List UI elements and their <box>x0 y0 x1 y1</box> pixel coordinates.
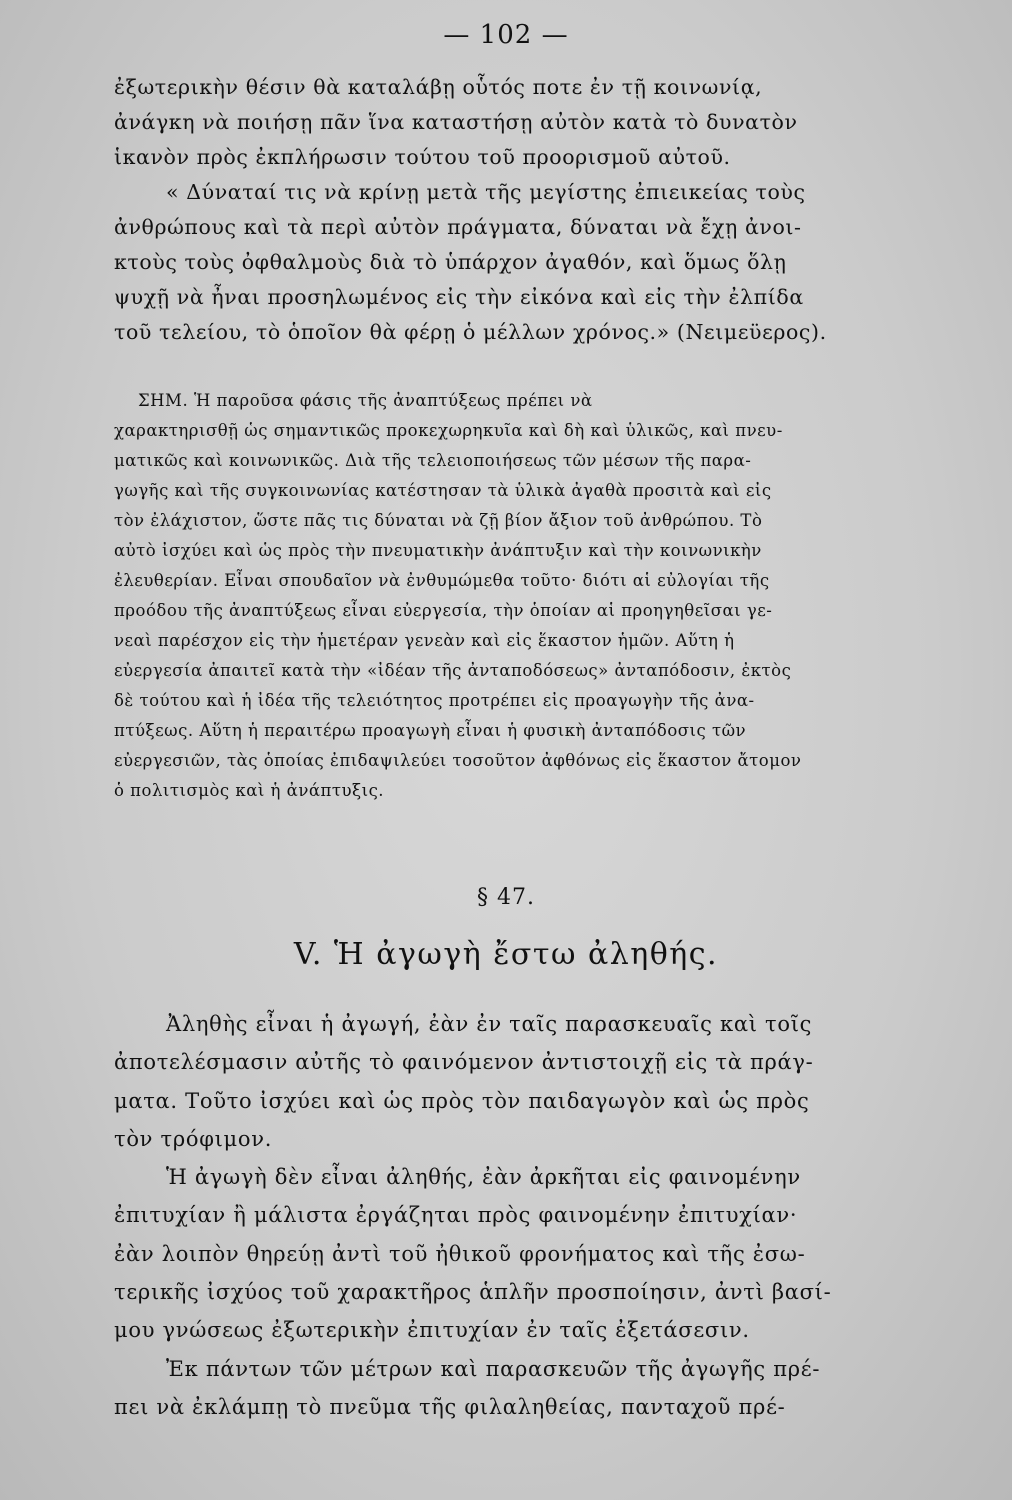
note-line: πτύξεως. Αὕτη ἡ περαιτέρω προαγωγὴ εἶναι ἡ φυσικὴ ἀνταπόδοσις τῶν <box>114 721 747 740</box>
note-line: χαρακτηρισθῇ ὡς σημαντικῶς προκεχωρηκυῖα καὶ δὴ καὶ ὑλικῶς, καὶ πνευ- <box>114 421 783 440</box>
text-line: τοῦ τελείου, τὸ ὁποῖον θὰ φέρῃ ὁ μέλλων χρόνος.» (Νειμεϋερος). <box>114 320 827 344</box>
text-line: « Δύναταί τις νὰ κρίνῃ μετὰ τῆς μεγίστης ἐπιεικείας τοὺς <box>166 180 806 204</box>
note-line: τὸν ἐλάχιστον, ὥστε πᾶς τις δύναται νὰ ζῇ βίον ἄξιον τοῦ ἀνθρώπου. Τὸ <box>114 511 763 530</box>
note-line: νεαὶ παρέσχον εἰς τὴν ἡμετέραν γενεὰν καὶ εἰς ἕκαστον ἡμῶν. Αὕτη ἡ <box>114 631 735 650</box>
text-line: ἱκανὸν πρὸς ἐκπλήρωσιν τούτου τοῦ προορισμοῦ αὐτοῦ. <box>114 145 731 169</box>
text-line: ματα. Τοῦτο ἰσχύει καὶ ὡς πρὸς τὸν παιδαγωγὸν καὶ ὡς πρὸς <box>114 1088 810 1113</box>
note-line: ἐλευθερίαν. Εἶναι σπουδαῖον νὰ ἐνθυμώμεθα τοῦτο· διότι αἱ εὐλογίαι τῆς <box>114 571 770 590</box>
note-line: ὁ πολιτισμὸς καὶ ἡ ἀνάπτυξις. <box>114 781 385 800</box>
note-line: προόδου τῆς ἀναπτύξεως εἶναι εὐεργεσία, τὴν ὁποίαν αἱ προηγηθεῖσαι γε- <box>114 601 773 620</box>
text-line: ἀποτελέσμασιν αὐτῆς τὸ φαινόμενον ἀντιστοιχῇ εἰς τὰ πράγ- <box>114 1050 814 1075</box>
text-line: τὸν τρόφιμον. <box>114 1126 273 1151</box>
note-line: ματικῶς καὶ κοινωνικῶς. Διὰ τῆς τελειοποιήσεως τῶν μέσων τῆς παρα- <box>114 451 752 470</box>
section-body <box>114 1005 904 1426</box>
text-line: πει νὰ ἐκλάμπῃ τὸ πνεῦμα τῆς φιλαληθείας, πανταχοῦ πρέ- <box>114 1394 786 1419</box>
text-line: ἀνθρώπους καὶ τὰ περὶ αὐτὸν πράγματα, δύναται νὰ ἔχῃ ἀνοι- <box>114 215 802 239</box>
text-line: ἐὰν λοιπὸν θηρεύῃ ἀντὶ τοῦ ἠθικοῦ φρονήματος καὶ τῆς ἐσω- <box>114 1241 806 1266</box>
note-line: γωγῆς καὶ τῆς συγκοινωνίας κατέστησαν τὰ ὑλικὰ ἀγαθὰ προσιτὰ καὶ εἰς <box>114 481 772 500</box>
note-line: εὐεργεσιῶν, τὰς ὁποίας ἐπιδαψιλεύει τοσοῦτον ἀφθόνως εἰς ἕκαστον ἄτομον <box>114 751 802 770</box>
note-line: δὲ τούτου καὶ ἡ ἰδέα τῆς τελειότητος προτρέπει εἰς προαγωγὴν τῆς ἀνα- <box>114 691 755 710</box>
note-line: ΣΗΜ. Ἡ παροῦσα φάσις τῆς ἀναπτύξεως πρέπει νὰ <box>138 391 593 410</box>
top-paragraphs <box>114 70 904 350</box>
text-line: κτοὺς τοὺς ὀφθαλμοὺς διὰ τὸ ὑπάρχον ἀγαθόν, καὶ ὅμως ὅλῃ <box>114 250 787 274</box>
text-line: τερικῆς ἰσχύος τοῦ χαρακτῆρος ἁπλῆν προσποίησιν, ἀντὶ βασί- <box>114 1280 832 1305</box>
note-line: εὐεργεσία ἀπαιτεῖ κατὰ τὴν «ἰδέαν τῆς ἀνταποδόσεως» ἀνταπόδοσιν, ἐκτὸς <box>114 661 792 680</box>
text-line: μου γνώσεως ἐξωτερικὴν ἐπιτυχίαν ἐν ταῖς ἐξετάσεσιν. <box>114 1318 750 1343</box>
text-line: Ἐκ πάντων τῶν μέτρων καὶ παρασκευῶν τῆς ἀγωγῆς πρέ- <box>166 1356 821 1381</box>
note-line: αὐτὸ ἰσχύει καὶ ὡς πρὸς τὴν πνευματικὴν ἀνάπτυξιν καὶ τὴν κοινωνικὴν <box>114 541 762 560</box>
section-heading: V. Ἡ ἀγωγὴ ἔστω ἀληθής. <box>293 937 719 972</box>
text-line: ἀνάγκη νὰ ποιήσῃ πᾶν ἵνα καταστήσῃ αὐτὸν κατὰ τὸ δυνατὸν <box>114 110 798 134</box>
text-line: ἐπιτυχίαν ἢ μάλιστα ἐργάζηται πρὸς φαινομένην ἐπιτυχίαν· <box>114 1203 798 1228</box>
text-line: ψυχῇ νὰ ἦναι προσηλωμένος εἰς τὴν εἰκόνα καὶ εἰς τὴν ἐλπίδα <box>114 285 804 309</box>
text-line: ἐξωτερικὴν θέσιν θὰ καταλάβῃ οὗτός ποτε ἐν τῇ κοινωνίᾳ, <box>114 75 763 99</box>
text-line: Ἀληθὴς εἶναι ἡ ἀγωγή, ἐὰν ἐν ταῖς παρασκευαῖς καὶ τοῖς <box>166 1012 813 1036</box>
note-paragraph <box>114 386 904 806</box>
section-number: § 47. <box>477 885 535 910</box>
text-line: Ἡ ἀγωγὴ δὲν εἶναι ἀληθής, ἐὰν ἀρκῆται εἰς φαινομένην <box>166 1165 801 1190</box>
page-number: — 102 — <box>443 20 569 50</box>
